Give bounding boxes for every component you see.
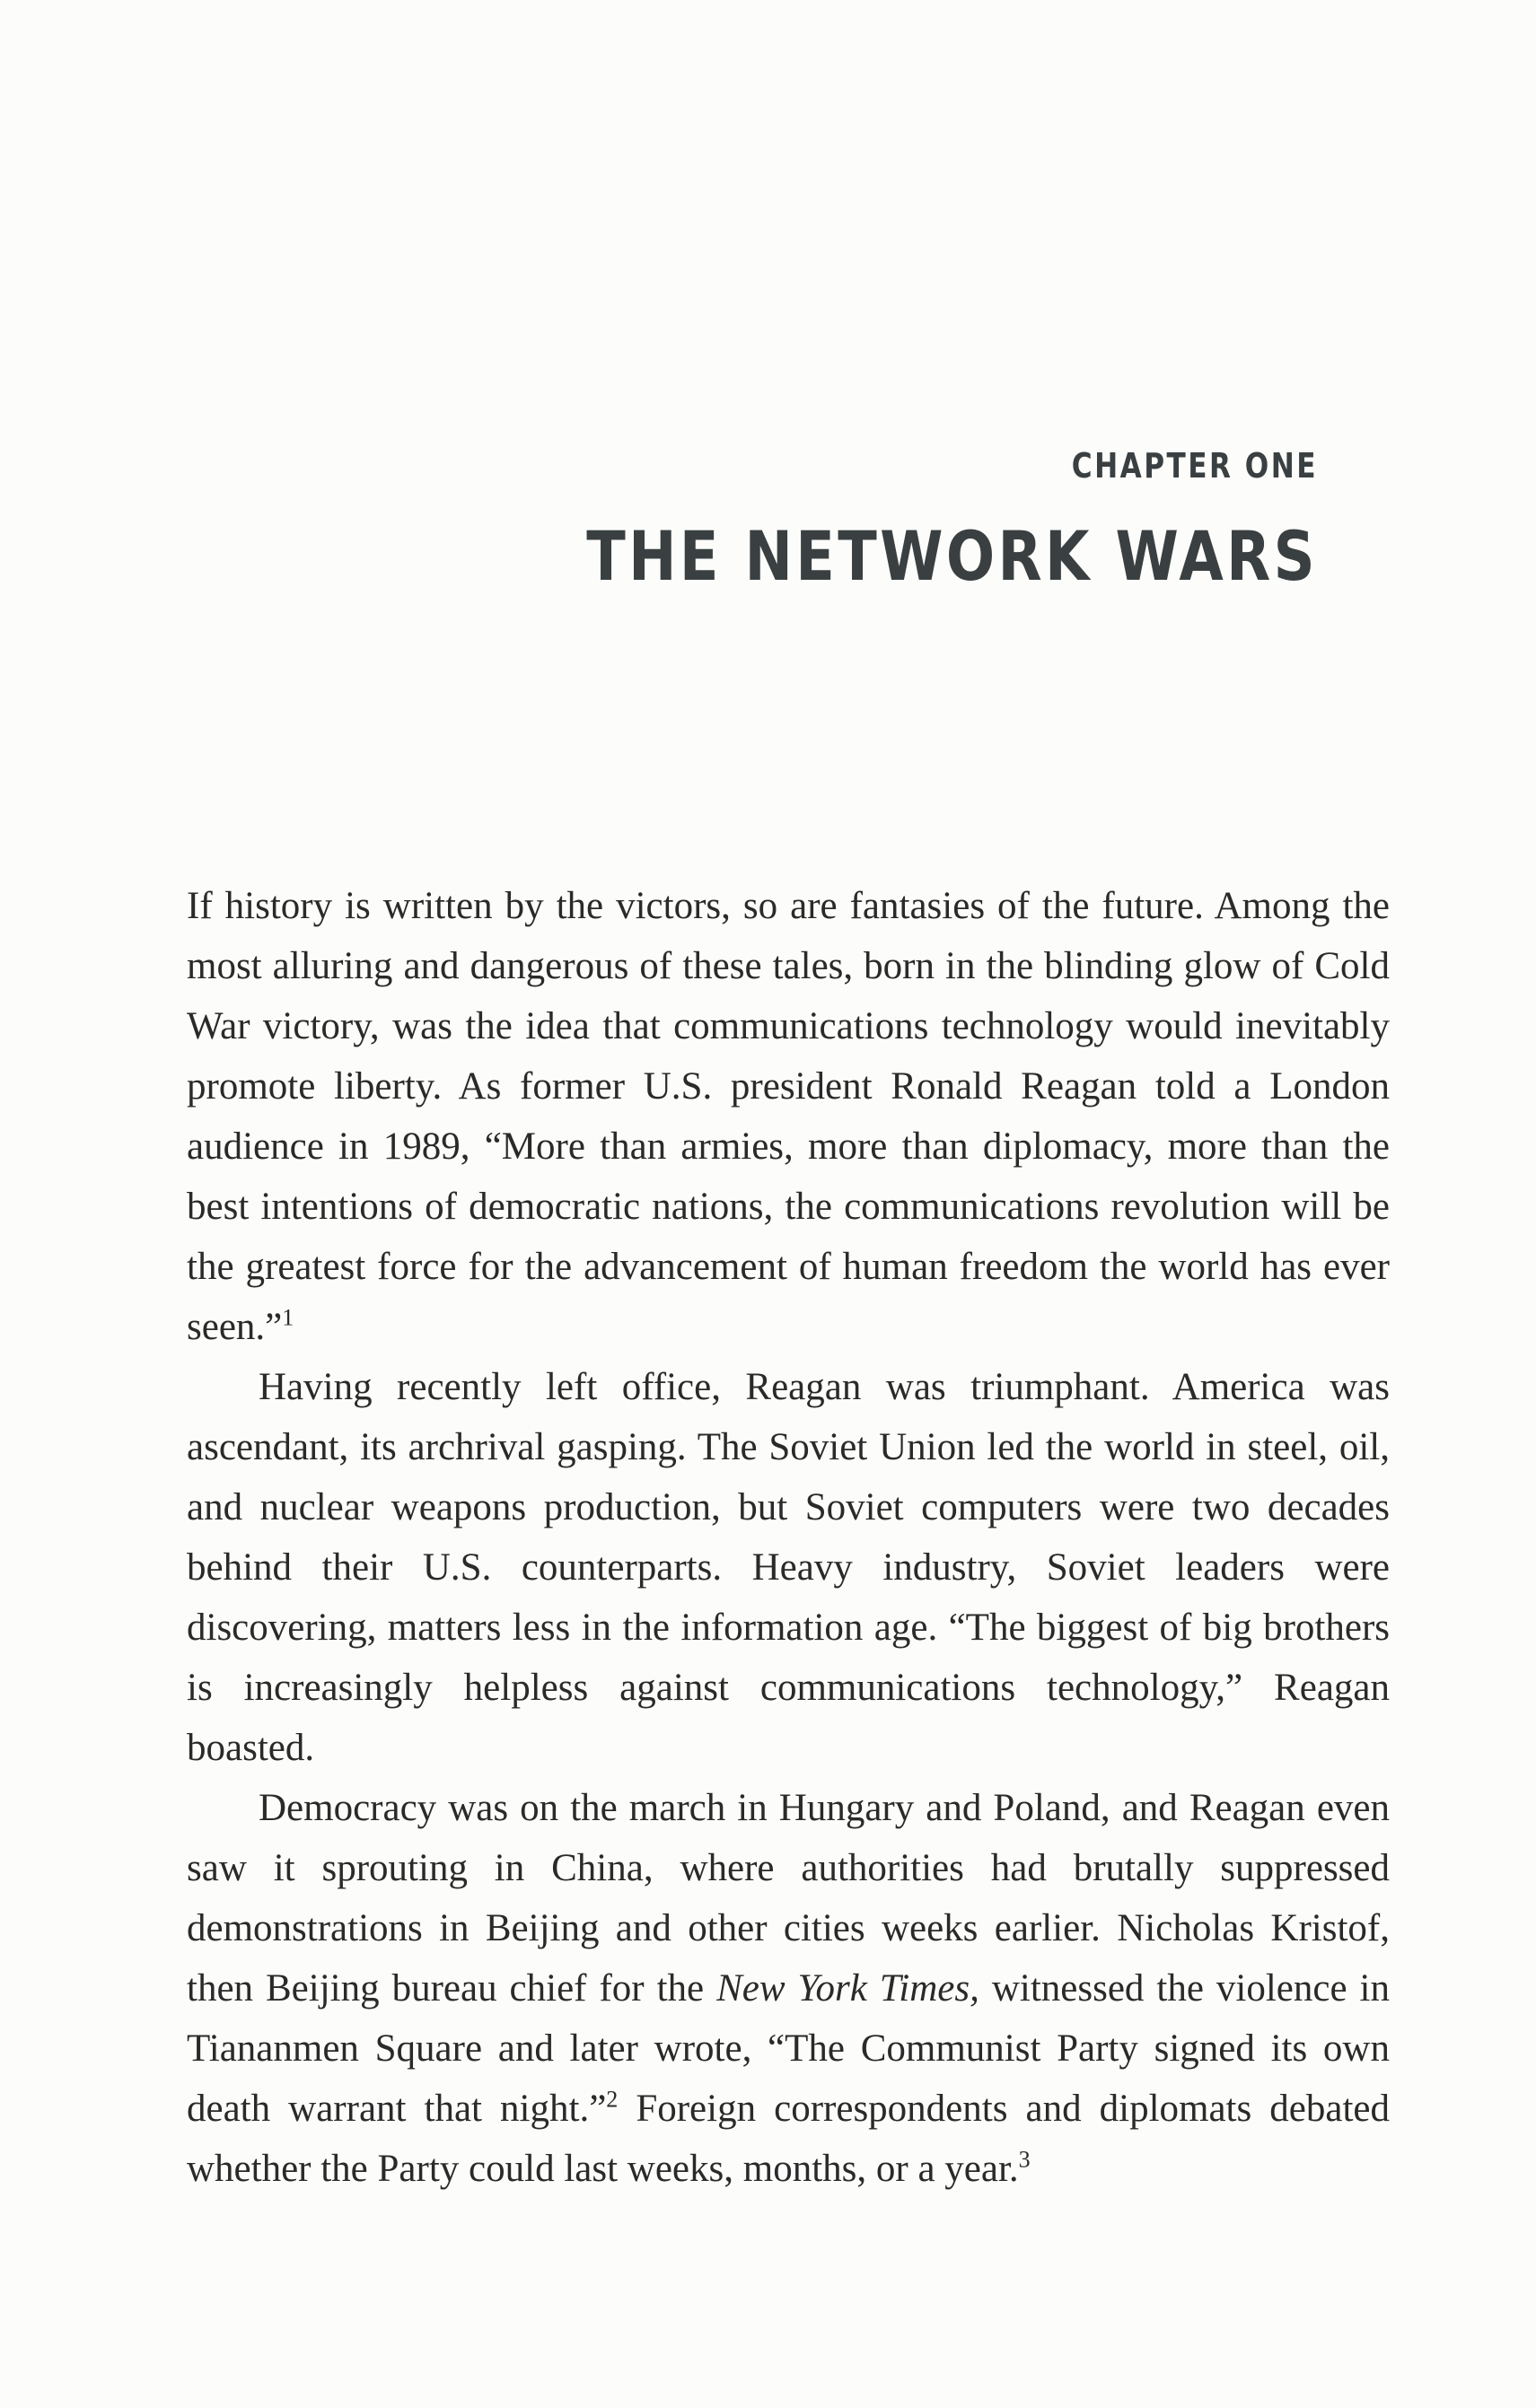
paragraph-3 [187,1778,1390,2199]
chapter-heading [447,446,1318,596]
paragraph-3-text-c: Foreign correspondents and diplomats debated whether the Party could last weeks, months, or a year. [187,2088,1390,2190]
footnote-ref-3: 3 [1018,2146,1031,2173]
paragraph-2-text: Having recently left office, Reagan was triumphant. America was ascendant, its archrival gasping. The Soviet Union led the world in steel, oil, and nuclear weapons production, but Soviet computers were two decades behind their U.S. counterparts. Heavy industry, Soviet leaders were discovering, matters less in the information age. “The biggest of big brothers is increasingly helpless against communications technology,” Reagan boasted. [187,1366,1390,1769]
body-text [187,876,1390,2199]
paragraph-2 [187,1357,1390,1778]
paragraph-1-text: If history is written by the victors, so are fantasies of the future. Among the most alluring and dangerous of these tales, born in the blinding glow of Cold War victory, was the idea that communications technology would inevitably promote liberty. As former U.S. president Ronald Reagan told a London audience in 1989, “More than armies, more than diplomacy, more than the best intentions of democratic nations, the communications revolution will be the greatest force for the advancement of human freedom the world has ever seen.” [187,885,1390,1348]
paragraph-3-text-b: witnessed the violence in Tiananmen Square and later wrote, “The Communist Party signed its own death warrant that night.” [187,1967,1390,2130]
paragraph-1 [187,876,1390,1357]
footnote-ref-2: 2 [606,2086,619,2113]
paragraph-3-text-a: Democracy was on the march in Hungary and Poland, and Reagan even saw it sprouting in China, where authorities had brutally suppressed demonstrations in Beijing and other cities weeks earlier. Nicholas Kristof, then Beijing bureau chief for the [187,1787,1390,2010]
footnote-ref-1: 1 [282,1304,294,1331]
newspaper-title: New York Times, [716,1967,979,2010]
chapter-label: CHAPTER ONE [1071,446,1318,486]
chapter-title: THE NETWORK WARS [586,516,1318,596]
